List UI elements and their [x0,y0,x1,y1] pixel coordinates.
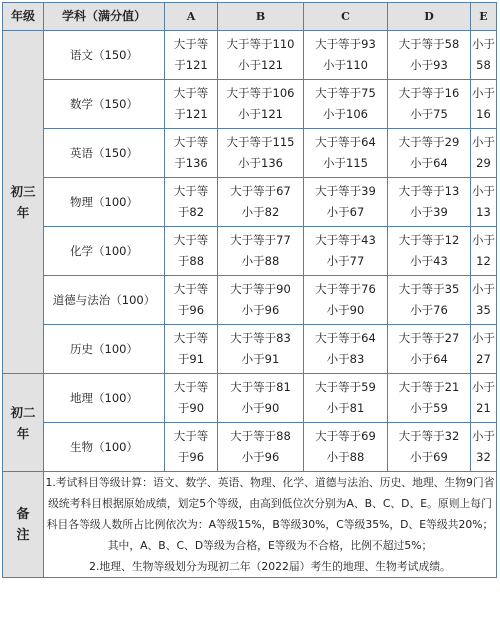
grade-a-cell: 大于等 于96 [165,276,218,325]
grade-e-cell: 小于 29 [471,129,497,178]
grade-a-cell: 大于等 于91 [165,325,218,374]
subject-cell: 地理（100） [44,374,165,423]
table-row [3,80,497,129]
header-subject: 学科（满分值） [44,3,165,31]
header-grade: 年级 [3,3,44,31]
grade-b-cell: 大于等于77 小于88 [218,227,304,276]
subject-cell: 道德与法治（100） [44,276,165,325]
grade-e-cell: 小于 12 [471,227,497,276]
grade-a-cell: 大于等 于88 [165,227,218,276]
header-c: C [304,3,388,31]
notes-row [3,472,497,578]
grade-a-cell: 大于等 于90 [165,374,218,423]
header-b: B [218,3,304,31]
header-a: A [165,3,218,31]
table-row [3,325,497,374]
grade-b-cell: 大于等于106 小于121 [218,80,304,129]
notes-body [44,472,497,578]
grade-d-cell: 大于等于21 小于59 [388,374,471,423]
table-row [3,178,497,227]
subject-cell: 物理（100） [44,178,165,227]
subject-cell: 生物（100） [44,423,165,472]
grade-c-cell: 大于等于93 小于110 [304,31,388,80]
grade-c-cell: 大于等于69 小于88 [304,423,388,472]
grade-e-cell: 小于 58 [471,31,497,80]
grade-b-cell: 大于等于67 小于82 [218,178,304,227]
grade-d-cell: 大于等于58 小于93 [388,31,471,80]
grade-group-label: 初三 年 [3,31,44,374]
grade-d-cell: 大于等于32 小于69 [388,423,471,472]
grade-d-cell: 大于等于27 小于64 [388,325,471,374]
header-e: E [471,3,497,31]
grade-e-cell: 小于 35 [471,276,497,325]
grade-b-cell: 大于等于83 小于91 [218,325,304,374]
subject-cell: 语文（150） [44,31,165,80]
grade-d-cell: 大于等于16 小于75 [388,80,471,129]
grade-b-cell: 大于等于90 小于96 [218,276,304,325]
grade-c-cell: 大于等于59 小于81 [304,374,388,423]
grade-c-cell: 大于等于76 小于90 [304,276,388,325]
table-row [3,276,497,325]
notes-label: 备 注 [3,472,44,578]
subject-cell: 化学（100） [44,227,165,276]
grade-c-cell: 大于等于64 小于115 [304,129,388,178]
table-row [3,129,497,178]
grade-d-cell: 大于等于35 小于76 [388,276,471,325]
grade-a-cell: 大于等 于96 [165,423,218,472]
grade-b-cell: 大于等于88 小于96 [218,423,304,472]
grade-d-cell: 大于等于12 小于43 [388,227,471,276]
header-d: D [388,3,471,31]
grade-e-cell: 小于 21 [471,374,497,423]
table-row [3,227,497,276]
table-row [3,374,497,423]
note-line-1: 1.考试科目等级计算：语文、数学、英语、物理、化学、道德与法治、历史、地理、生物9门省级统考科目根据原始成绩，划定5个等级，由高到低位次分别为A、B、C、D、E。原则上每门科目各等级人数所占比例依次为：A等级15%，B等级30%，C等级35%，D、E等级共20%；其中，A、B、C、D等级为合格，E等级为不合格，比例不超过5%； [45,476,495,552]
subject-cell: 历史（100） [44,325,165,374]
grade-a-cell: 大于等 于136 [165,129,218,178]
table-row [3,423,497,472]
header-row [3,3,497,31]
grade-b-cell: 大于等于115 小于136 [218,129,304,178]
grade-c-cell: 大于等于39 小于67 [304,178,388,227]
note-line-2: 2.地理、生物等级划分为现初二年（2022届）考生的地理、生物考试成绩。 [89,560,451,573]
grade-c-cell: 大于等于64 小于83 [304,325,388,374]
grade-group-label: 初二 年 [3,374,44,472]
grade-e-cell: 小于 27 [471,325,497,374]
grade-a-cell: 大于等 于121 [165,31,218,80]
grade-b-cell: 大于等于110 小于121 [218,31,304,80]
subject-cell: 数学（150） [44,80,165,129]
grade-e-cell: 小于 13 [471,178,497,227]
grade-c-cell: 大于等于43 小于77 [304,227,388,276]
grade-d-cell: 大于等于13 小于39 [388,178,471,227]
grade-e-cell: 小于 32 [471,423,497,472]
grade-c-cell: 大于等于75 小于106 [304,80,388,129]
grade-b-cell: 大于等于81 小于90 [218,374,304,423]
grade-a-cell: 大于等 于121 [165,80,218,129]
grade-a-cell: 大于等 于82 [165,178,218,227]
grade-e-cell: 小于 16 [471,80,497,129]
table-row [3,31,497,80]
subject-cell: 英语（150） [44,129,165,178]
grade-d-cell: 大于等于29 小于64 [388,129,471,178]
grade-table [2,2,497,578]
